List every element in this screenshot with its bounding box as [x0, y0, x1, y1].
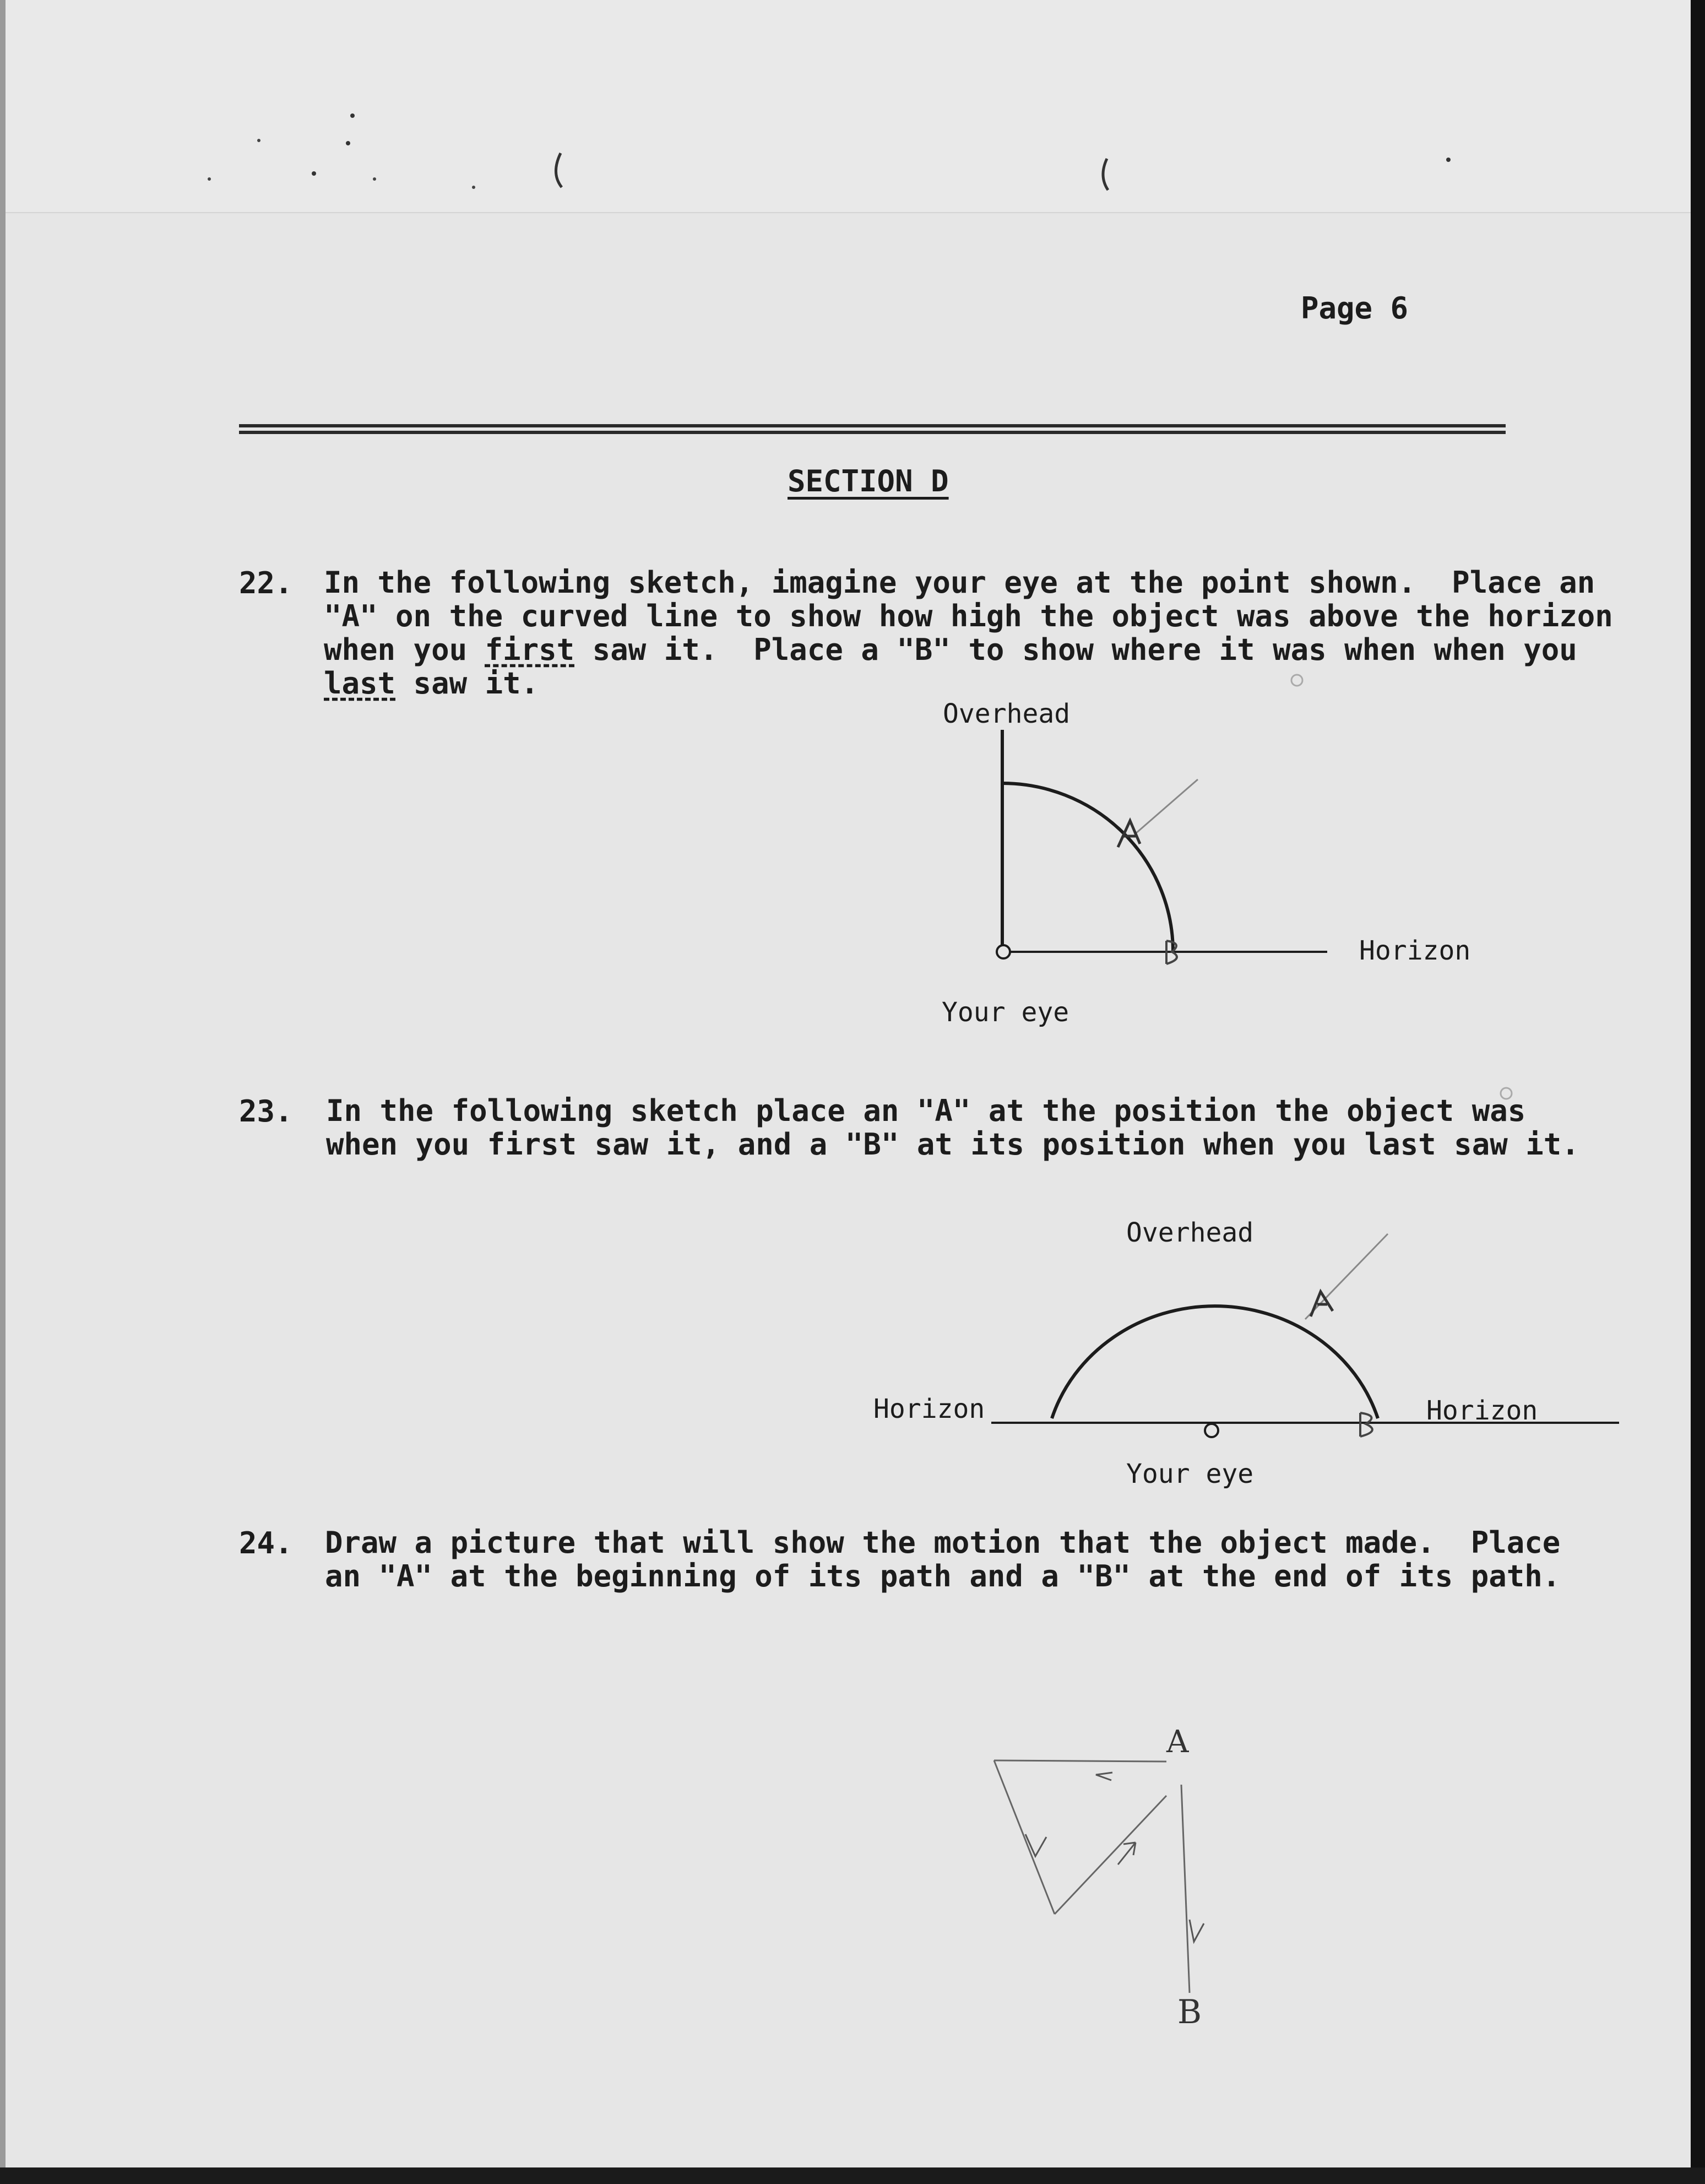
q24-arrow-up-right	[1118, 1842, 1136, 1865]
q22-line-3b: saw it. Place a "B" to show where it was when when you	[574, 632, 1577, 667]
question-23-number: 23.	[239, 1094, 293, 1129]
q23-horizon-right-label: Horizon	[1426, 1395, 1538, 1426]
q22-eye-label: Your eye	[942, 997, 1069, 1028]
q22-line-1: In the following sketch, imagine your eye at the point shown. Place an	[324, 565, 1595, 600]
q24-path-down	[1181, 1785, 1190, 1993]
q24-arrow-left	[1096, 1773, 1112, 1780]
q23-eye-label: Your eye	[1126, 1459, 1254, 1489]
q23-horizon-left-label: Horizon	[873, 1394, 985, 1424]
q24-line-1: Draw a picture that will show the motion that the object made. Place	[325, 1525, 1561, 1560]
q24-arrow-down	[1190, 1920, 1204, 1942]
question-24-number: 24.	[239, 1526, 293, 1560]
q22-horizon-label: Horizon	[1359, 935, 1471, 966]
q23-line-1: In the following sketch place an "A" at the position the object was	[326, 1093, 1526, 1128]
q24-end-mark: B	[1177, 1993, 1202, 2031]
section-title: SECTION D	[788, 464, 949, 498]
q22-line-3a: when you	[324, 632, 485, 667]
q22-emphasis-last: last	[324, 666, 396, 701]
q24-arrow-down-left	[1025, 1834, 1046, 1856]
page-number: Page 6	[1301, 291, 1409, 326]
q24-start-mark: A	[1166, 1724, 1189, 1760]
question-22-number: 22.	[239, 566, 293, 600]
q22-overhead-label: Overhead	[943, 698, 1071, 729]
q23-overhead-label: Overhead	[1126, 1217, 1254, 1248]
q24-line-2: an "A" at the beginning of its path and a "B" at the end of its path.	[325, 1559, 1561, 1594]
q24-path-return	[1055, 1796, 1166, 1914]
q22-emphasis-first: first	[485, 632, 575, 667]
q23-line-2: when you first saw it, and a "B" at its position when you last saw it.	[326, 1127, 1579, 1162]
q22-line-4: saw it.	[395, 666, 539, 701]
q22-line-2: "A" on the curved line to show how high the object was above the horizon	[324, 599, 1613, 633]
q24-path-top	[994, 1760, 1166, 1762]
